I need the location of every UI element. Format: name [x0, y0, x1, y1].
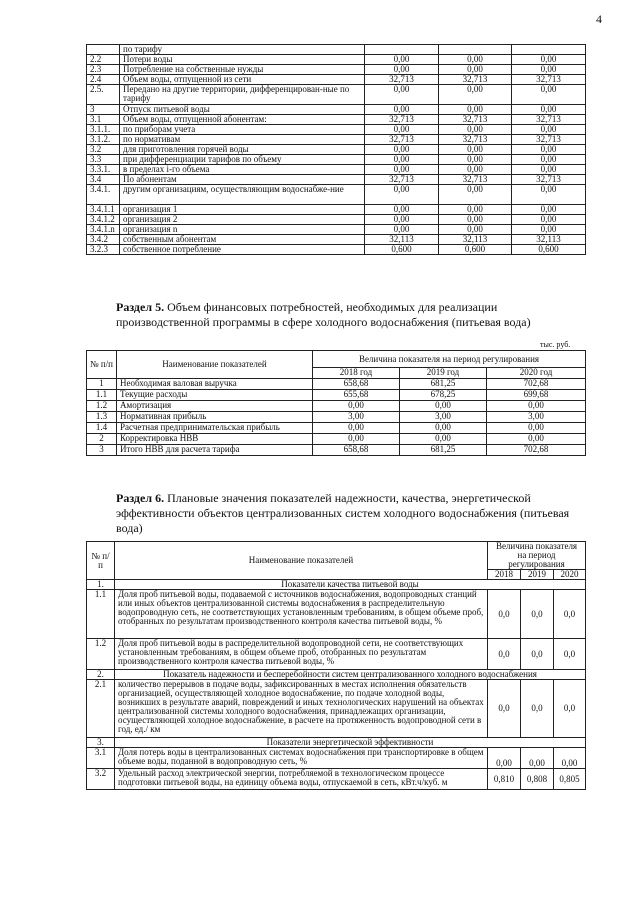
row-value: 0,810 [488, 769, 521, 790]
row-value: 0,00 [512, 55, 586, 65]
row-value: 0,0 [521, 639, 554, 670]
header-name: Наименование показателей [115, 542, 488, 580]
row-value: 0,00 [365, 85, 439, 105]
row-num: 3 [87, 445, 117, 456]
row-value: 0,00 [400, 401, 487, 412]
row-value: 0,00 [439, 145, 512, 155]
row-value: 0,00 [439, 55, 512, 65]
row-num: 3.4.1.1 [87, 205, 120, 215]
section6-heading [116, 491, 586, 536]
row-num: 3.3.1. [87, 165, 120, 175]
table-row [87, 225, 586, 235]
header-year-2018: 2018 [488, 570, 521, 580]
row-value: 0,0 [521, 680, 554, 738]
row-value: 3,00 [400, 412, 487, 423]
table-row [87, 423, 586, 434]
row-value: 0,00 [439, 185, 512, 205]
row-name: Текущие расходы [117, 390, 313, 401]
table-row [87, 412, 586, 423]
row-name: Удельный расход электрической энергии, потребляемой в технологическом процессе подготовки питьевой воды, на единицу объема воды, отпускаемой в сеть, кВт.ч/куб. м [115, 769, 488, 790]
table-row [87, 115, 586, 125]
row-value: 32,713 [365, 75, 439, 85]
row-value: 0,00 [439, 125, 512, 135]
row-value: 0,00 [313, 401, 400, 412]
row-num: 2.4 [87, 75, 120, 85]
row-name: По абонентам [120, 175, 365, 185]
row-name: в пределах i-го объема [120, 165, 365, 175]
row-value: 0,600 [512, 245, 586, 255]
table-row [87, 401, 586, 412]
page-number: 4 [596, 12, 602, 26]
row-name: Потери воды [120, 55, 365, 65]
row-value: 658,68 [313, 379, 400, 390]
row-value: 32,713 [512, 175, 586, 185]
row-name: при дифференциации тарифов по объему [120, 155, 365, 165]
row-value: 0,00 [439, 85, 512, 105]
row-value: 0,00 [512, 205, 586, 215]
row-value: 0,00 [400, 434, 487, 445]
row-name: по приборам учета [120, 125, 365, 135]
group-title: Показатели качества питьевой воды [115, 580, 586, 590]
row-value: 32,713 [439, 135, 512, 145]
row-name: для приготовления горячей воды [120, 145, 365, 155]
row-value: 0,00 [512, 125, 586, 135]
indicators-table [86, 541, 586, 790]
row-num: 2.1 [87, 680, 115, 738]
row-value: 0,0 [488, 639, 521, 670]
table-row [87, 445, 586, 456]
table-row [87, 105, 586, 115]
row-value: 0,00 [365, 155, 439, 165]
row-value: 0,0 [488, 680, 521, 738]
row-value: 0,0 [554, 590, 586, 639]
row-num [87, 45, 120, 55]
row-value: 0,00 [512, 105, 586, 115]
row-num: 2.3 [87, 65, 120, 75]
unit-label: тыс. руб. [540, 340, 571, 349]
row-name: организация 2 [120, 215, 365, 225]
row-value: 0,00 [365, 65, 439, 75]
group-title: Показатель надежности и бесперебойности систем централизованного холодного водоснабжения [115, 670, 586, 680]
row-num: 3.3 [87, 155, 120, 165]
row-value: 32,713 [365, 175, 439, 185]
row-num: 1.3 [87, 412, 117, 423]
row-name: Потребление на собственные нужды [120, 65, 365, 75]
row-value: 32,713 [512, 75, 586, 85]
row-value: 32,713 [439, 75, 512, 85]
header-year-2018: 2018 год [313, 368, 400, 379]
row-value: 699,68 [487, 390, 586, 401]
row-num: 3.2.3 [87, 245, 120, 255]
row-value: 0,00 [365, 55, 439, 65]
row-num: 3 [87, 105, 120, 115]
row-num: 3.2 [87, 145, 120, 155]
row-num: 1.1 [87, 590, 115, 639]
table-row [87, 379, 586, 390]
row-name: другим организациям, осуществляющим водоснабже-ние [120, 185, 365, 205]
row-value: 0,00 [487, 401, 586, 412]
row-value: 0,00 [313, 434, 400, 445]
row-num: 3.4.1. [87, 185, 120, 205]
row-num: 3.1.1. [87, 125, 120, 135]
row-value: 32,713 [365, 135, 439, 145]
row-value: 0,808 [521, 769, 554, 790]
row-value: 3,00 [487, 412, 586, 423]
row-value: 32,113 [512, 235, 586, 245]
row-name: организация 1 [120, 205, 365, 215]
row-name: Корректировка НВВ [117, 434, 313, 445]
table-row [87, 235, 586, 245]
row-value: 0,00 [365, 125, 439, 135]
row-value: 32,113 [365, 235, 439, 245]
row-value: 0,0 [554, 639, 586, 670]
row-value: 0,00 [439, 225, 512, 235]
row-num: 1 [87, 379, 117, 390]
table-row [87, 145, 586, 155]
row-name: Необходимая валовая выручка [117, 379, 313, 390]
table-row [87, 245, 586, 255]
row-num: 2.5. [87, 85, 120, 105]
row-value: 0,00 [487, 434, 586, 445]
row-value: 0,00 [512, 185, 586, 205]
row-name: Доля проб питьевой воды, подаваемой с источников водоснабжения, водопроводных станций или иных объектов централизованной системы водоснабжения в распределительную водопроводную сеть, не соответствующих установленным требованиям, в общем объеме проб, отобранных по результатам производственного контроля качества питьевой воды, % [115, 590, 488, 639]
table-row [87, 85, 586, 105]
section6-title: Плановые значения показателей надежности, качества, энергетической эффективности объектов централизованных систем холодного водоснабжения (питьевая вода) [116, 491, 570, 535]
table-row [87, 215, 586, 225]
row-name: собственное потребление [120, 245, 365, 255]
row-value [439, 45, 512, 55]
row-value [365, 45, 439, 55]
table-row [87, 205, 586, 215]
row-num: 3.2 [87, 769, 115, 790]
section6-label: Раздел 6. [116, 491, 165, 505]
table-row [87, 55, 586, 65]
row-value: 681,25 [400, 379, 487, 390]
row-value [512, 45, 586, 55]
row-name: Итого НВВ для расчета тарифа [117, 445, 313, 456]
row-value: 0,00 [365, 185, 439, 205]
row-num: 1.2 [87, 639, 115, 670]
section5-label: Раздел 5. [116, 300, 165, 314]
row-name: Расчетная предпринимательская прибыль [117, 423, 313, 434]
table-row [87, 135, 586, 145]
row-value: 0,00 [512, 85, 586, 105]
table-row [87, 390, 586, 401]
row-num: 3.4.1.n [87, 225, 120, 235]
row-value: 0,00 [439, 65, 512, 75]
row-value: 0,00 [365, 105, 439, 115]
row-num: 1.2 [87, 401, 117, 412]
row-value: 0,600 [439, 245, 512, 255]
row-value: 0,00 [313, 423, 400, 434]
water-balance-table [86, 44, 586, 255]
row-value: 0,00 [365, 225, 439, 235]
row-value: 0,00 [365, 205, 439, 215]
row-value: 0,00 [365, 165, 439, 175]
group-title: Показатели энергетической эффективности [115, 738, 586, 748]
row-num: 1.4 [87, 423, 117, 434]
row-value: 32,113 [439, 235, 512, 245]
row-value: 658,68 [313, 445, 400, 456]
row-num: 3.1 [87, 115, 120, 125]
row-num: 3.1.2. [87, 135, 120, 145]
row-name: Объем воды, отпущенной абонентам: [120, 115, 365, 125]
row-value: 0,805 [554, 769, 586, 790]
table-row [87, 155, 586, 165]
table-row [87, 434, 586, 445]
header-name: Наименование показателей [117, 351, 313, 379]
finance-table [86, 350, 586, 456]
table-row [87, 75, 586, 85]
row-name: по нормативам [120, 135, 365, 145]
table-row [87, 165, 586, 175]
row-name: Доля потерь воды в централизованных системах водоснабжения при транспортировке в общем объеме воды, поданной в водопроводную сеть, % [115, 748, 488, 769]
header-year-2019: 2019 год [400, 368, 487, 379]
row-value: 0,00 [400, 423, 487, 434]
row-value: 0,00 [512, 145, 586, 155]
row-value: 0,00 [521, 748, 554, 769]
table-row [87, 65, 586, 75]
row-value: 0,00 [365, 215, 439, 225]
row-value: 32,713 [439, 115, 512, 125]
row-name: организация n [120, 225, 365, 235]
row-name: количество перерывов в подаче воды, зафиксированных в местах исполнения обязательств организацией, осуществляющей холодное водоснабжение, по подаче холодной воды, возникших в результате аварий, повреждений и иных технологических нарушений на объектах централизованной системы холодного водоснабжения, принадлежащих организации, осуществляющей холодное водоснабжение, в расчете на протяженность водопроводной сети в год, ед./ км [115, 680, 488, 738]
row-num: 3.1 [87, 748, 115, 769]
row-value: 32,713 [365, 115, 439, 125]
header-num: № п/п [87, 351, 117, 379]
row-value: 32,713 [512, 115, 586, 125]
section5-title: Объем финансовых потребностей, необходимых для реализации производственной программы в сфере холодного водоснабжения (питьевая вода) [116, 300, 531, 329]
row-value: 0,00 [512, 155, 586, 165]
group-num: 2. [87, 670, 115, 680]
row-name: Объем воды, отпущенной из сети [120, 75, 365, 85]
row-num: 3.4.2 [87, 235, 120, 245]
header-group: Величина показателя на период регулирования [313, 351, 586, 368]
row-value: 655,68 [313, 390, 400, 401]
table-row [87, 45, 586, 55]
row-name: Отпуск питьевой воды [120, 105, 365, 115]
table-row [87, 125, 586, 135]
row-value: 0,00 [554, 748, 586, 769]
row-value: 0,0 [488, 590, 521, 639]
row-value: 0,00 [439, 155, 512, 165]
row-value: 702,68 [487, 379, 586, 390]
row-value: 681,25 [400, 445, 487, 456]
row-value: 32,713 [512, 135, 586, 145]
row-value: 0,00 [487, 423, 586, 434]
row-value: 0,600 [365, 245, 439, 255]
row-name: Передано на другие территории, дифференцирован-ные по тарифу [120, 85, 365, 105]
row-name: по тарифу [120, 45, 365, 55]
row-name: собственным абонентам [120, 235, 365, 245]
group-num: 3. [87, 738, 115, 748]
row-num: 1.1 [87, 390, 117, 401]
header-year-2019: 2019 [521, 570, 554, 580]
header-num: № п/п [87, 542, 115, 580]
row-num: 3.4 [87, 175, 120, 185]
row-num: 3.4.1.2 [87, 215, 120, 225]
table-row [87, 175, 586, 185]
row-value: 0,00 [439, 215, 512, 225]
row-value: 3,00 [313, 412, 400, 423]
row-value: 0,00 [439, 205, 512, 215]
section5-heading [116, 300, 586, 330]
row-value: 702,68 [487, 445, 586, 456]
row-value: 0,0 [554, 680, 586, 738]
header-group: Величина показателя на период регулирования [488, 542, 586, 570]
row-num: 2 [87, 434, 117, 445]
row-value: 678,25 [400, 390, 487, 401]
row-value: 0,0 [521, 590, 554, 639]
row-value: 32,713 [439, 175, 512, 185]
header-year-2020: 2020 год [487, 368, 586, 379]
row-value: 0,00 [365, 145, 439, 155]
row-value: 0,00 [512, 215, 586, 225]
row-value: 0,00 [439, 165, 512, 175]
row-value: 0,00 [512, 165, 586, 175]
row-num: 2.2 [87, 55, 120, 65]
header-year-2020: 2020 [554, 570, 586, 580]
row-value: 0,00 [512, 65, 586, 75]
row-value: 0,00 [439, 105, 512, 115]
row-name: Нормативная прибыль [117, 412, 313, 423]
row-name: Доля проб питьевой воды в распределительной водопроводной сети, не соответствующих установленным требованиям, в общем объеме проб, отобранных по результатам производственного контроля качества питьевой воды, % [115, 639, 488, 670]
row-value: 0,00 [488, 748, 521, 769]
row-name: Амортизация [117, 401, 313, 412]
table-row [87, 185, 586, 205]
group-num: 1. [87, 580, 115, 590]
row-value: 0,00 [512, 225, 586, 235]
